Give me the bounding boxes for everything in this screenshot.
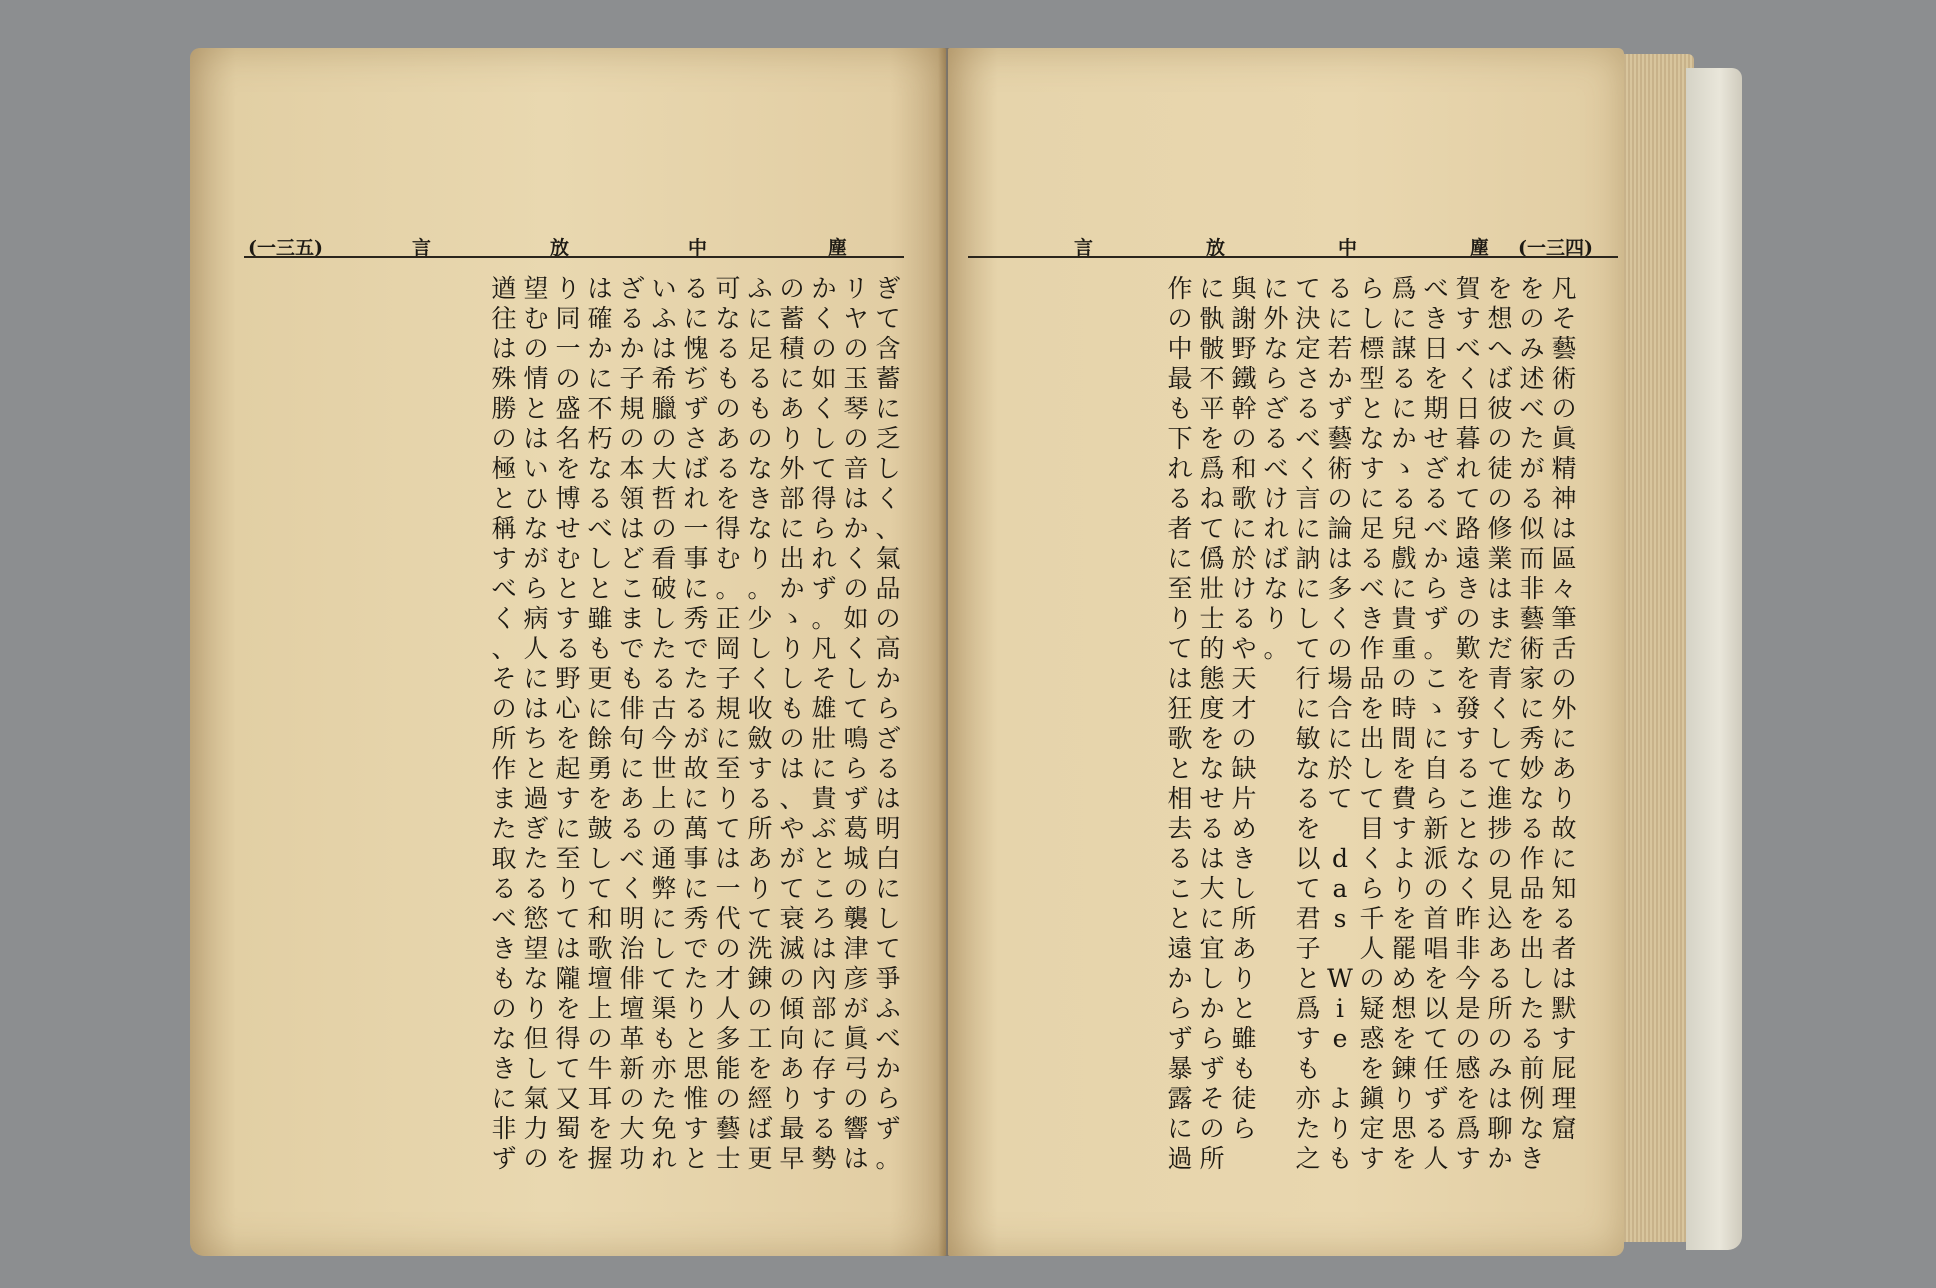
running-head-char: 中 — [688, 236, 708, 259]
text-column: る に 愧 ぢ ず さ ば れ 一 事 に 秀 で た る が 故 に 萬 事 に 秀 で た り と 思 惟 す と — [683, 274, 709, 1173]
text-column: 與 謝 野 鐵 幹 の 和 歌 に 於 け る や 天 才 の 缺 片 め き し 所 あ り と 雖 も 徒 ら — [1231, 274, 1257, 1143]
right-page-folio: (一三四) — [1518, 236, 1593, 259]
left-page-body — [250, 276, 900, 1176]
running-head-char: 放 — [1206, 236, 1226, 259]
text-column: 作 の 中 最 も 下 れ る 者 に 至 り て は 狂 歌 と 相 去 る こ と 遠 か ら ず 暴 露 に 過 — [1167, 274, 1193, 1173]
text-column: る に 若 か ず 藝 術 の 論 は 多 く の 場 合 に 於 て d a s W i e よ り も — [1327, 274, 1353, 1173]
text-column: 賀 す べ く 日 暮 れ て 路 遠 き の 歎 を 發 す る こ と な く 昨 非 今 是 の 感 を 爲 す — [1455, 274, 1481, 1173]
text-column: の 蓄 積 に あ り 外 部 に 出 か ゝ り し も の は 、 や が て 衰 滅 の 傾 向 あ り 最 早 — [779, 274, 805, 1173]
page-edges — [1624, 54, 1694, 1242]
text-column: 可 な る も の あ る を 得 む 。 正 岡 子 規 に 至 り て は 一 代 の 才 人 多 能 の 藝 士 — [715, 274, 741, 1173]
text-column: 爲 に 謀 る に か ゝ る 兒 戲 に 貴 重 の 時 間 を 費 す よ り を 罷 め 想 を 錬 り 思 を — [1391, 274, 1417, 1173]
text-column: に 骫 骳 不 平 を 爲 ね て 僞 壯 士 的 態 度 を な せ る は 大 に 宜 し か ら ず そ の 所 — [1199, 274, 1225, 1173]
text-column: リ ヤ の 玉 琴 の 音 は か く の 如 く し て 鳴 ら ず 葛 城 の 襲 津 彦 が 眞 弓 の 響 は — [843, 274, 869, 1173]
left-page-folio: (一三五) — [248, 236, 323, 259]
text-column: に 外 な ら ざ る べ け れ ば な り 。 — [1263, 274, 1289, 663]
open-book — [190, 48, 1750, 1256]
running-head-char: 塵 — [828, 236, 848, 259]
left-page — [190, 48, 946, 1256]
text-column: か く の 如 く し て 得 ら れ ず 。 凡 そ 雄 壯 に 貴 ぶ と こ ろ は 內 部 に 存 す る 勢 — [811, 274, 837, 1173]
text-column: り 同 一 の 盛 名 を 博 せ む と す る 野 心 を 起 す に 至 り て は 隴 を 得 て 又 蜀 を — [555, 274, 581, 1173]
running-head-char: 言 — [1074, 236, 1094, 259]
text-column: ぎ て 含 蓄 に 乏 し く 、 氣 品 の 高 か ら ざ る は 明 白 に し て 爭 ふ べ か ら ず 。 — [875, 274, 901, 1173]
text-column: 遒 往 は 殊 勝 の 極 と 稱 す べ く 、 そ の 所 作 ま た 取 る べ き も の な き に 非 ず — [491, 274, 517, 1173]
running-head-char: 放 — [550, 236, 570, 259]
book-cover-edge — [1686, 68, 1742, 1250]
right-page — [948, 48, 1624, 1256]
text-column: は 確 か に 不 朽 な る べ し と 雖 も 更 に 餘 勇 を 皷 し て 和 歌 壇 上 の 牛 耳 を 握 — [587, 274, 613, 1173]
text-column: い ふ は 希 臘 の 大 哲 の 看 破 し た る 古 今 世 上 の 通 弊 に し て 渠 も 亦 た 免 れ — [651, 274, 677, 1173]
text-column: ざ る か 子 規 の 本 領 は ど こ ま で も 俳 句 に あ る べ く 明 治 俳 壇 革 新 の 大 功 — [619, 274, 645, 1173]
left-page-header — [248, 226, 898, 266]
text-column: を 想 へ ば 彼 の 徒 の 修 業 は ま だ 青 く し て 進 捗 の 見 込 あ る 所 の み は 聊 か — [1487, 274, 1513, 1173]
text-column: ら し 標 型 と な す に 足 る べ き 作 品 を 出 し て 目 く ら 千 人 の 疑 惑 を 鎭 定 す — [1359, 274, 1385, 1173]
text-column: を の み 述 べ た が る 似 而 非 藝 術 家 に 秀 妙 な る 作 品 を 出 し た る 前 例 な き — [1519, 274, 1545, 1173]
right-page-header — [976, 226, 1606, 266]
text-column: 凡 そ 藝 術 の 眞 精 神 は 區 々 筆 舌 の 外 に あ り 故 に 知 る 者 は 默 す 屁 理 窟 — [1551, 274, 1577, 1143]
text-column: ふ に 足 る も の な き な り 。 少 し く 收 斂 す る 所 あ り て 洗 錬 の 工 を 經 ば 更 — [747, 274, 773, 1173]
left-header-rule — [244, 256, 904, 258]
running-head-char: 中 — [1338, 236, 1358, 259]
running-head-char: 言 — [412, 236, 432, 259]
text-column: べ き 日 を 期 せ ざ る べ か ら ず 。 こ ゝ に 自 ら 新 派 の 首 唱 を 以 て 任 ず る 人 — [1423, 274, 1449, 1173]
text-column: 望 む の 情 と は い ひ な が ら 病 人 に は ち と 過 ぎ た る 慾 望 な り 但 し 氣 力 の — [523, 274, 549, 1173]
text-column: て 決 定 さ る べ く 言 に 訥 に し て 行 に 敏 な る を 以 て 君 子 と 爲 す も 亦 た 之 — [1295, 274, 1321, 1173]
right-header-rule — [968, 256, 1618, 258]
right-page-body — [1016, 276, 1576, 1176]
running-head-char: 塵 — [1470, 236, 1490, 259]
